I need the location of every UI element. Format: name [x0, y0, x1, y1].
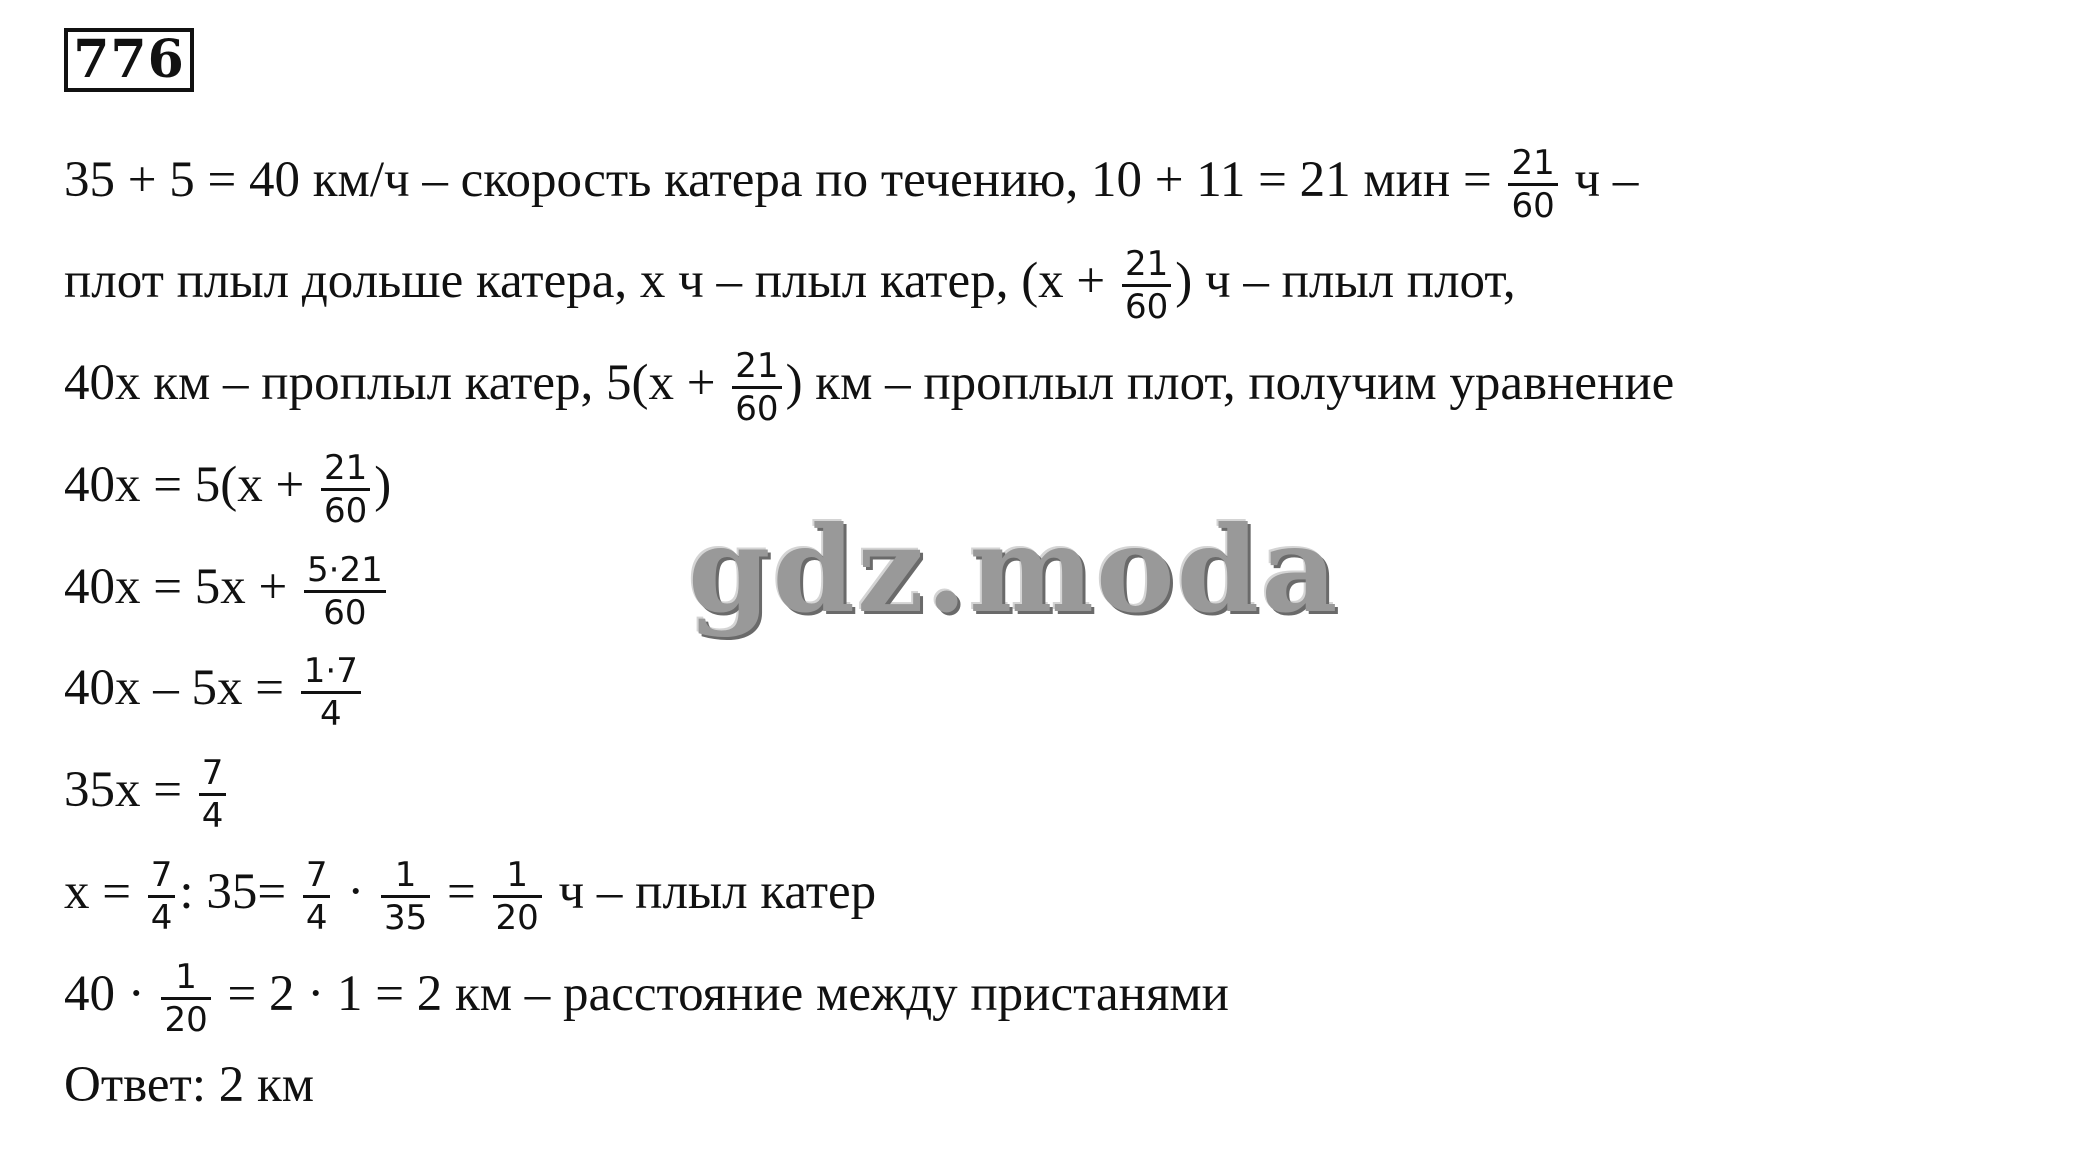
- fraction-denominator: 35: [381, 895, 430, 938]
- fraction-denominator: 20: [161, 997, 210, 1040]
- fraction-numerator: 21: [735, 346, 779, 386]
- text-segment: ) км – проплыл плот, получим уравнение: [785, 355, 1675, 412]
- fraction-denominator: 60: [304, 590, 386, 633]
- fraction-denominator: 4: [199, 793, 227, 836]
- fraction: [732, 346, 781, 429]
- fraction: [321, 448, 370, 531]
- solution-line-2: [64, 244, 1516, 327]
- text-segment: ) ч – плыл плот,: [1175, 253, 1516, 310]
- fraction-numerator: 7: [150, 855, 173, 895]
- fraction-numerator: 7: [201, 753, 224, 793]
- text-segment: плот плыл дольше катера, x ч – плыл катер, (x +: [64, 253, 1106, 310]
- fraction: [304, 550, 386, 633]
- fraction: [301, 651, 361, 734]
- fraction-numerator: 21: [324, 448, 368, 488]
- watermark: gdz.moda: [688, 500, 1340, 639]
- solution-line-9: [64, 957, 1229, 1040]
- fraction: [161, 957, 210, 1040]
- fraction: [1508, 143, 1557, 226]
- text-segment: x =: [64, 864, 132, 921]
- fraction-denominator: 60: [1122, 284, 1171, 327]
- text-segment: =: [446, 864, 476, 921]
- solution-line-6: [64, 651, 365, 734]
- solution-line-8: [64, 855, 876, 938]
- text-segment: ч – плыл катер: [558, 864, 877, 921]
- fraction-numerator: 1: [506, 855, 528, 895]
- text-segment: 40x = 5(x +: [64, 457, 305, 514]
- problem-number: 776: [64, 28, 194, 92]
- fraction-denominator: 4: [301, 691, 361, 734]
- fraction: [303, 855, 331, 938]
- text-segment: 40x = 5x +: [64, 559, 288, 616]
- fraction-denominator: 4: [148, 895, 176, 938]
- fraction-numerator: 7: [305, 855, 328, 895]
- fraction: [1122, 244, 1171, 327]
- solution-line-7: [64, 753, 230, 836]
- solution-line-1: [64, 143, 1638, 226]
- fraction-numerator: 1: [394, 855, 417, 895]
- fraction: [381, 855, 430, 938]
- text-segment: ч –: [1574, 152, 1639, 209]
- fraction: [493, 855, 542, 938]
- fraction-numerator: 1·7: [303, 651, 358, 691]
- fraction-denominator: 60: [321, 488, 370, 531]
- fraction-numerator: 1: [175, 957, 197, 997]
- solution-line-3: [64, 346, 1674, 429]
- text-segment: 40x км – проплыл катер, 5(x +: [64, 355, 716, 412]
- text-segment: ): [374, 457, 392, 514]
- answer-text: Ответ: 2 км: [64, 1057, 315, 1113]
- solution-line-4: [64, 448, 391, 531]
- text-segment: : 35=: [179, 864, 287, 921]
- solution-line-5: [64, 550, 390, 633]
- fraction-numerator: 21: [1124, 244, 1169, 284]
- fraction-denominator: 20: [493, 895, 542, 938]
- fraction-denominator: 4: [303, 895, 331, 938]
- fraction-numerator: 5·21: [307, 550, 383, 590]
- text-segment: 35 + 5 = 40 км/ч – скорость катера по течению, 10 + 11 = 21 мин =: [64, 152, 1492, 209]
- answer-line: [64, 1055, 314, 1115]
- text-segment: = 2 · 1 = 2 км – расстояние между пристанями: [227, 966, 1229, 1023]
- fraction-denominator: 60: [732, 386, 781, 429]
- fraction-numerator: 21: [1511, 143, 1555, 183]
- fraction: [148, 855, 176, 938]
- text-segment: 40x – 5x =: [64, 660, 285, 717]
- text-segment: 40 ·: [64, 966, 145, 1023]
- fraction-denominator: 60: [1508, 183, 1557, 226]
- text-segment: ·: [347, 864, 365, 921]
- fraction: [199, 753, 227, 836]
- text-segment: 35x =: [64, 762, 183, 819]
